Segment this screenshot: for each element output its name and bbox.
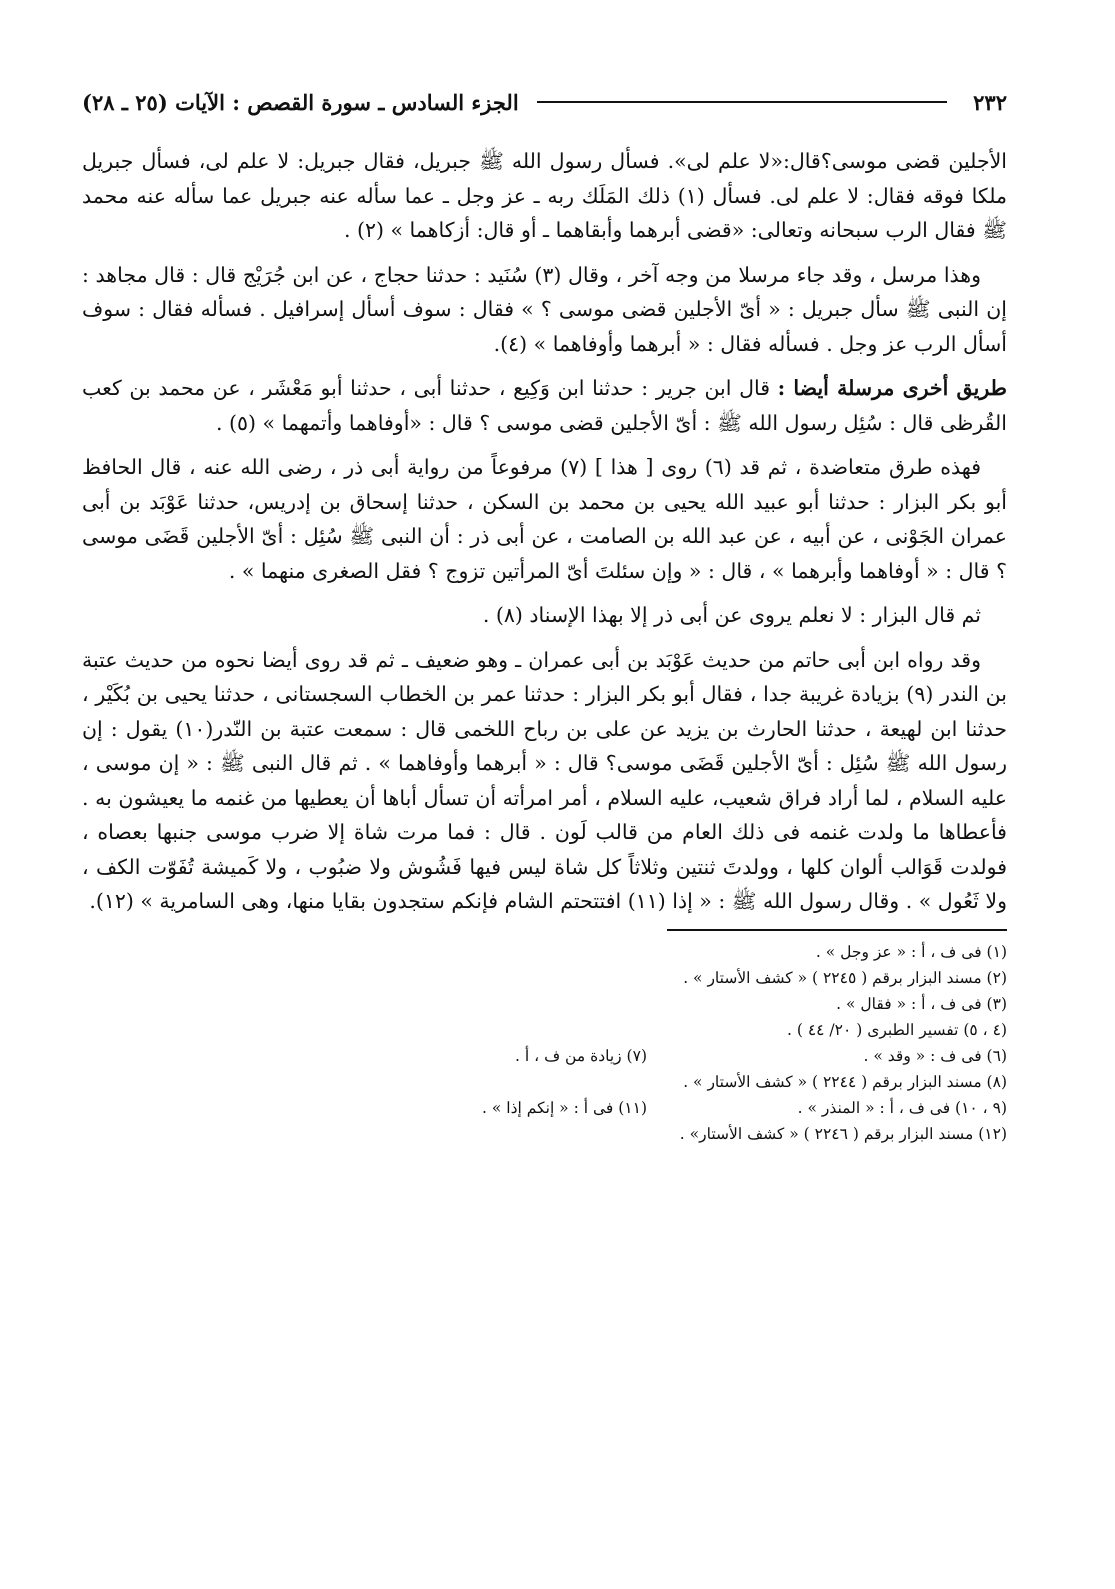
footnote: (١١) فى أ : « إنكم إذا » . — [482, 1098, 647, 1117]
footnote: (٩ ، ١٠) فى ف ، أ : « المنذر » . — [797, 1098, 1007, 1117]
footnote: (٧) زيادة من ف ، أ . — [515, 1046, 647, 1065]
footnote: (٨) مسند البزار برقم ( ٢٢٤٤ ) « كشف الأستار » . — [683, 1072, 1007, 1091]
paragraph — [82, 450, 1007, 588]
footnotes-right-column — [677, 939, 1007, 1147]
body-text — [82, 144, 1007, 919]
paragraph — [82, 643, 1007, 919]
paragraph-text: وهذا مرسل ، وقد جاء مرسلا من وجه آخر ، وقال (٣) سُنَيد : حدثنا حجاج ، عن ابن جُرَيْج قال : قال مجاهد : إن النبى ﷺ سأل جبريل : « أىّ الأجلين قضى موسى ؟ » فقال : سوف أسأل إسرافيل . فسأله فقال : سوف أسأل الرب عز وجل . فسأله فقال : « أبرهما وأوفاهما » (٤). — [82, 262, 1007, 356]
footnote-rule — [667, 929, 1007, 931]
page-number: ٢٣٢ — [973, 89, 1007, 115]
footnote: (١) فى ف ، أ : « عز وجل » . — [815, 942, 1007, 961]
paragraph-text: ثم قال البزار : لا نعلم يروى عن أبى ذر إلا بهذا الإسناد (٨) . — [482, 603, 981, 627]
paragraph-text: الأجلين قضى موسى؟قال:«لا علم لى». فسأل رسول الله ﷺ جبريل، فقال جبريل: لا علم لى، فسأل جبريل ملكا فوقه فقال: لا علم لى. فسأل (١) ذلك المَلَك ربه ـ عز وجل ـ عما سأله عنه جبريل عما سأله عنه محمد ﷺ فقال الرب سبحانه وتعالى: «قضى أبرهما وأبقاهما ـ أو قال: أزكاهما » (٢) . — [82, 149, 1007, 242]
paragraph-text: فهذه طرق متعاضدة ، ثم قد (٦) روى [ هذا ] (٧) مرفوعاً من رواية أبى ذر ، رضى الله عنه ، قال الحافظ أبو بكر البزار : حدثنا أبو عبيد الله يحيى بن محمد بن السكن ، حدثنا إسحاق بن إدريس، حدثنا عَوْبَد بن أبى عمران الجَوْنى ، عن أبيه ، عن عبد الله بن الصامت ، عن أبى ذر : أن النبى ﷺ سُئِل : أىّ الأجلين قَضَى موسى ؟ قال : « أوفاهما وأبرهما » ، قال : « وإن سئلتَ أىّ المرأتين تزوج ؟ فقل الصغرى منهما » . — [82, 455, 1007, 583]
footnote-spacer — [317, 939, 647, 1043]
footnote: (٢) مسند البزار برقم ( ٢٢٤٥ ) « كشف الأستار » . — [683, 968, 1007, 987]
paragraph — [82, 258, 1007, 362]
section-lead: طريق أخرى مرسلة أيضا : — [777, 376, 1007, 400]
header-rule — [537, 101, 947, 103]
footnote: (١٢) مسند البزار برقم ( ٢٢٤٦ ) « كشف الأستار» . — [679, 1124, 1007, 1143]
footnote: (٦) فى ف : « وقد » . — [863, 1046, 1007, 1065]
footnote: (٣) فى ف ، أ : « فقال » . — [836, 994, 1007, 1013]
running-head — [82, 80, 1007, 124]
paragraph — [82, 144, 1007, 248]
paragraph — [82, 598, 1007, 633]
paragraph-text: قال ابن جرير : حدثنا ابن وَكِيع ، حدثنا أبى ، حدثنا أبو مَعْشَر ، عن محمد بن كعب القُرظى قال : سُئِل رسول الله ﷺ : أىّ الأجلين قضى موسى ؟ قال : «أوفاهما وأتمهما » (٥) . — [82, 376, 1007, 435]
book-page — [82, 80, 1007, 1147]
footnote: (٤ ، ٥) تفسير الطبرى ( ٢٠/ ٤٤ ) . — [787, 1020, 1007, 1039]
paragraph — [82, 371, 1007, 440]
footnotes-left-column — [317, 939, 647, 1147]
running-title: الجزء السادس ـ سورة القصص : الآيات (٢٥ ـ ٢٨) — [82, 89, 519, 115]
footnotes — [82, 939, 1007, 1147]
paragraph-text: وقد رواه ابن أبى حاتم من حديث عَوْبَد بن أبى عمران ـ وهو ضعيف ـ ثم قد روى أيضا نحوه من حديث عتبة بن الندر (٩) بزيادة غريبة جدا ، فقال أبو بكر البزار : حدثنا عمر بن الخطاب السجستانى ، حدثنا يحيى بن بُكَيْر ، حدثنا ابن لهيعة ، حدثنا الحارث بن يزيد عن على بن رباح اللخمى قال : سمعت عتبة بن النّدر(١٠) يقول : إن رسول الله ﷺ سُئِل : أىّ الأجلين قَضَى موسى؟ قال : « أبرهما وأوفاهما » . ثم قال النبى ﷺ : « إن موسى ، عليه السلام ، لما أراد فراق شعيب، عليه السلام ، أمر امرأته أن تسأل أباها أن يعطيها من غنمه ما يعيشون به . فأعطاها ما ولدت غنمه فى ذلك العام من قالب لَون . قال : فما مرت شاة إلا ضرب موسى جنبها بعصاه ، فولدت قَوَالب ألوان كلها ، وولدتَ ثنتين وثلاثاً كل شاة ليس فيها فَشُوش ولا ضبُوب ، ولا كَميشة تُفَوّت الكف ، ولا ثَعُول » . وقال رسول الله ﷺ : « إذا (١١) افتتحتم الشام فإنكم ستجدون بقايا منها، وهى السامرية » (١٢). — [82, 647, 1007, 913]
